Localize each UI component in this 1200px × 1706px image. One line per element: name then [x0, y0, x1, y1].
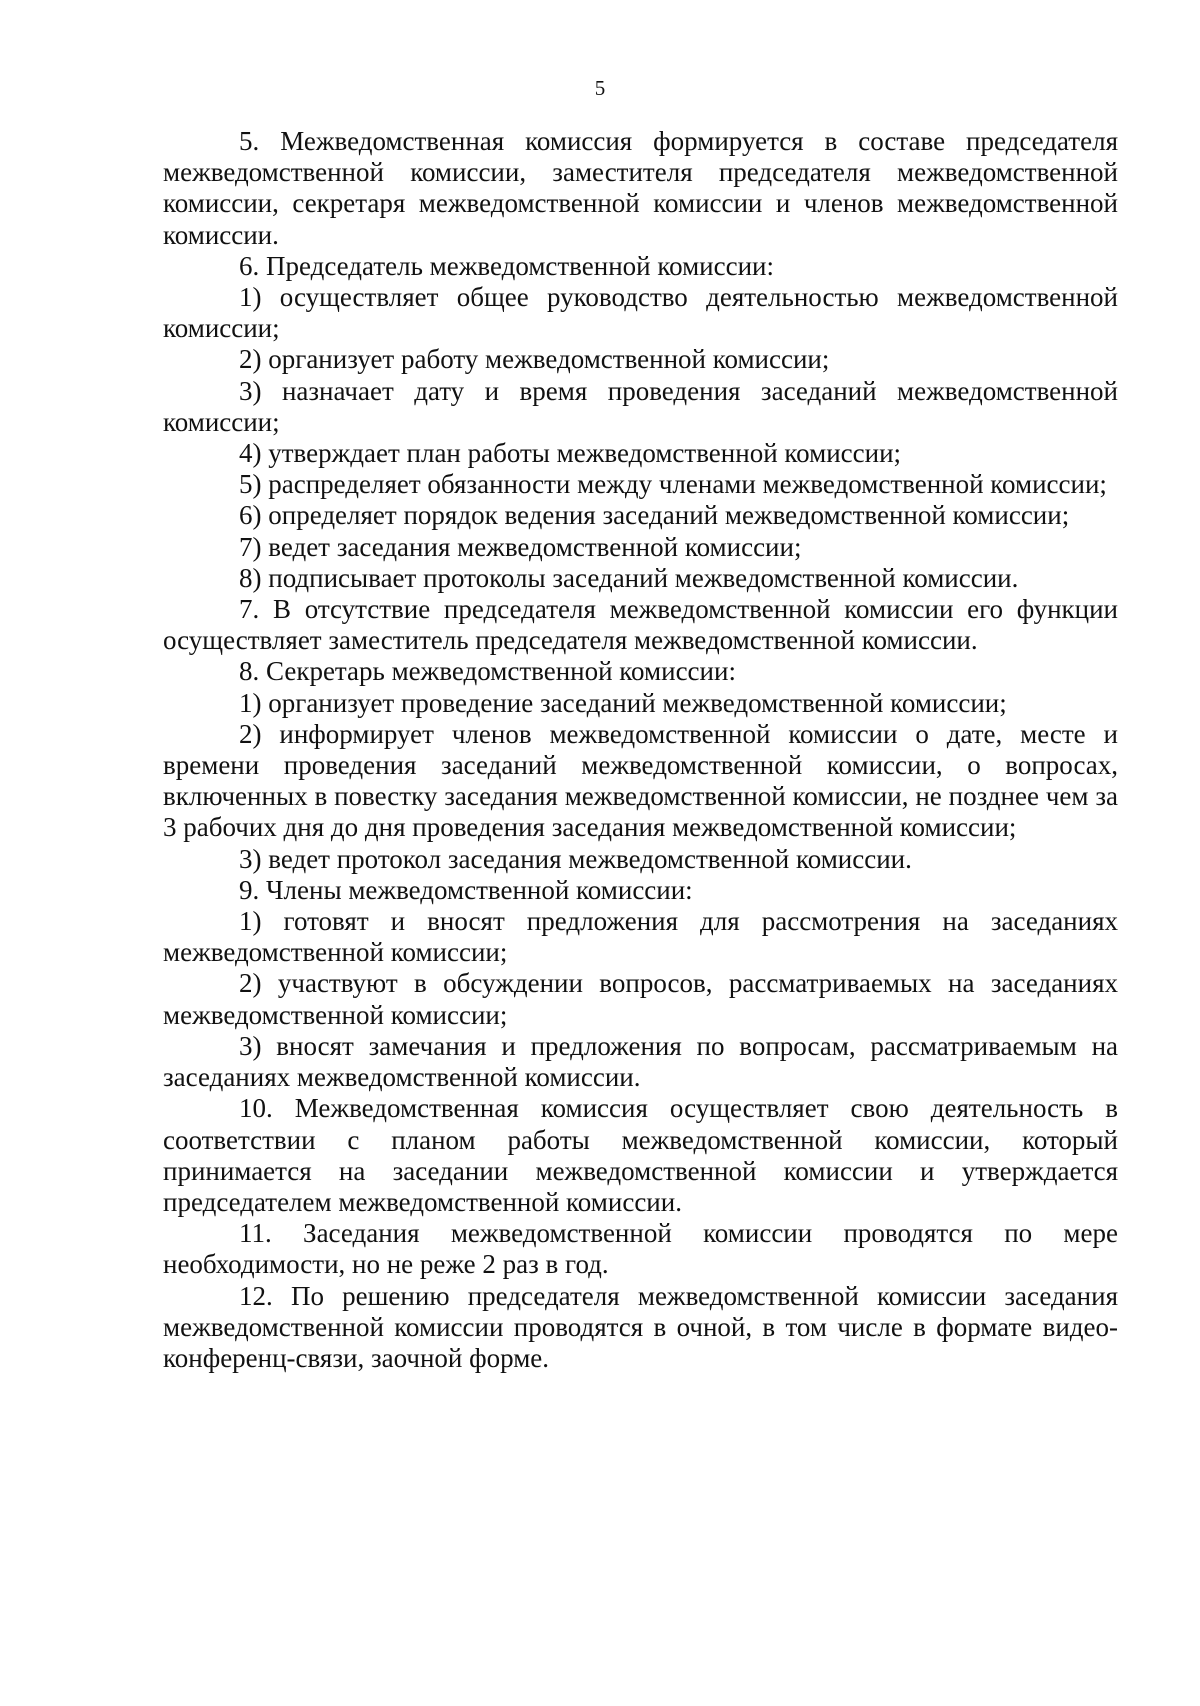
paragraph-7: 7. В отсутствие председателя межведомственной комиссии его функции осуществляет заместитель председателя межведомственной комиссии.	[163, 594, 1118, 656]
list-item: 6) определяет порядок ведения заседаний межведомственной комиссии;	[239, 500, 1070, 531]
list-item: 2) организует работу межведомственной комиссии;	[239, 344, 830, 375]
list-item: 1) осуществляет общее руководство деятельностью межведомственной комиссии;	[163, 282, 1118, 344]
paragraph-8-heading: 8. Секретарь межведомственной комиссии:	[239, 656, 736, 687]
paragraph-5: 5. Межведомственная комиссия формируется в составе председателя межведомственной комиссии, заместителя председателя межведомственной комиссии, секретаря межведомственной комиссии и членов межведомственной комиссии.	[163, 126, 1118, 250]
page-number: 5	[594, 76, 606, 100]
paragraph-11: 11. Заседания межведомственной комиссии проводятся по мере необходимости, но не реже 2 раз в год.	[163, 1218, 1118, 1280]
list-item: 2) информирует членов межведомственной комиссии о дате, месте и времени проведения заседаний межведомственной комиссии, о вопросах, включенных в повестку заседания межведомственной комиссии, не позднее чем за 3 рабочих дня до дня проведения заседания межведомственной комиссии;	[163, 718, 1118, 843]
list-item: 3) вносят замечания и предложения по вопросам, рассматриваемым на заседаниях межведомственной комиссии.	[163, 1030, 1118, 1093]
paragraph-12: 12. По решению председателя межведомственной комиссии заседания межведомственной комиссии проводятся в очной, в том числе в формате видео-конференц-связи, заочной форме.	[163, 1280, 1118, 1373]
paragraph-9-heading: 9. Члены межведомственной комиссии:	[239, 874, 693, 905]
paragraph-6-heading: 6. Председатель межведомственной комиссии:	[239, 250, 774, 281]
list-item: 1) готовят и вносят предложения для рассмотрения на заседаниях межведомственной комиссии;	[163, 906, 1118, 968]
list-item: 3) назначает дату и время проведения заседаний межведомственной комиссии;	[163, 375, 1118, 437]
list-item: 2) участвуют в обсуждении вопросов, рассматриваемых на заседаниях межведомственной комиссии;	[163, 968, 1118, 1030]
paragraph-10: 10. Межведомственная комиссия осуществляет свою деятельность в соответствии с планом работы межведомственной комиссии, который принимается на заседании межведомственной комиссии и утверждается председателем межведомственной комиссии.	[163, 1093, 1118, 1217]
list-item: 7) ведет заседания межведомственной комиссии;	[239, 531, 802, 562]
document-body	[163, 126, 1118, 1374]
list-item: 3) ведет протокол заседания межведомственной комиссии.	[239, 843, 912, 874]
list-item: 1) организует проведение заседаний межведомственной комиссии;	[239, 687, 1007, 718]
list-item: 5) распределяет обязанности между членами межведомственной комиссии;	[239, 469, 1107, 500]
list-item: 4) утверждает план работы межведомственной комиссии;	[239, 438, 902, 469]
list-item: 8) подписывает протоколы заседаний межведомственной комиссии.	[239, 562, 1019, 593]
